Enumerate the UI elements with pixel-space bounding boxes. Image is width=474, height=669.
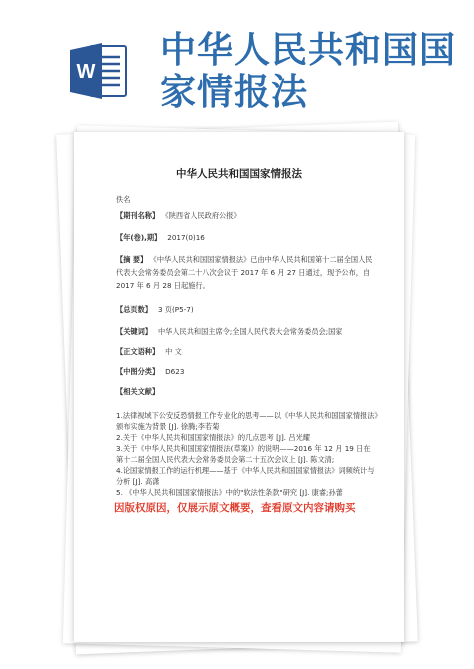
language-row <box>116 346 378 357</box>
pages-label: 【总页数】 <box>116 305 152 314</box>
language-value: 中 文 <box>165 347 182 356</box>
periodical-value: 《陕西省人民政府公报》 <box>165 211 241 220</box>
classification-value: D623 <box>165 367 185 376</box>
abstract-line: 2017 年 6 月 28 日起施行。 <box>116 281 210 290</box>
periodical-row <box>116 210 378 221</box>
document-page <box>74 132 404 642</box>
reference-item[interactable]: 1.法律视域下公安反恐情报工作专业化的思考——以《中华人民共和国国家情报法》 <box>116 411 382 420</box>
reference-item[interactable]: 2.关于《中华人民共和国国家情报法》的几点思考 [J]. 吕光耀 <box>116 433 310 442</box>
banner <box>0 0 474 120</box>
year-label: 【年(卷),期】 <box>116 233 162 242</box>
abstract-label: 【摘 要】 <box>116 255 148 264</box>
periodical-label: 【期刊名称】 <box>116 211 160 220</box>
classification-label: 【中图分类】 <box>116 367 160 376</box>
language-label: 【正文语种】 <box>116 347 160 356</box>
year-value: 2017(0)16 <box>167 233 205 242</box>
abstract-line: 《中华人民共和国国家情报法》已由中华人民共和国第十二届全国人民 <box>153 255 373 264</box>
svg-text:W: W <box>76 61 96 83</box>
banner-title: 中华人民共和国国家情报法 <box>160 30 457 113</box>
document-title: 中华人民共和国国家情报法 <box>176 168 302 180</box>
reference-item[interactable]: 3.关于《中华人民共和国国家情报法(草案)》的说明——2016 年 12 月 19 日在 <box>116 444 371 453</box>
abstract-line: 代表大会常务委员会第二十八次会议于 2017 年 6 月 27 日通过，现予公布，自 <box>116 268 371 277</box>
reference-item[interactable]: 4.论国家情报工作的运行机理——基于《中华人民共和国国家情报法》词频统计与 <box>116 466 375 475</box>
reference-item[interactable]: 第十二届全国人民代表大会常务委员会第二十五次会议上 [J]. 陈文清; <box>116 455 335 464</box>
reference-item[interactable]: 分析 [J]. 高潇 <box>116 477 160 486</box>
reference-item[interactable]: 5. 《中华人民共和国国家情报法》中的"软法性条款"研究 [J]. 康睿;孙蕾 <box>116 488 343 497</box>
copyright-notice: 因版权原因，仅展示原文概要，查看原文内容请购买 <box>114 502 356 514</box>
document-author: 佚名 <box>116 195 131 204</box>
keywords-label: 【关键词】 <box>116 327 152 336</box>
microsoft-word-icon <box>68 40 130 102</box>
related-label: 【相关文献】 <box>116 387 160 396</box>
year-row <box>116 232 378 243</box>
classification-row <box>116 366 378 377</box>
abstract-row <box>116 254 378 265</box>
keywords-row <box>116 326 378 337</box>
reference-item[interactable]: 颁布实施为背景 [J]. 徐腾;李若菊 <box>116 422 220 431</box>
pages-row <box>116 304 378 315</box>
keywords-value: 中华人民共和国主席令;全国人民代表大会常务委员会;国家 <box>157 327 343 336</box>
pages-value: 3 页(P5-7) <box>157 305 194 314</box>
